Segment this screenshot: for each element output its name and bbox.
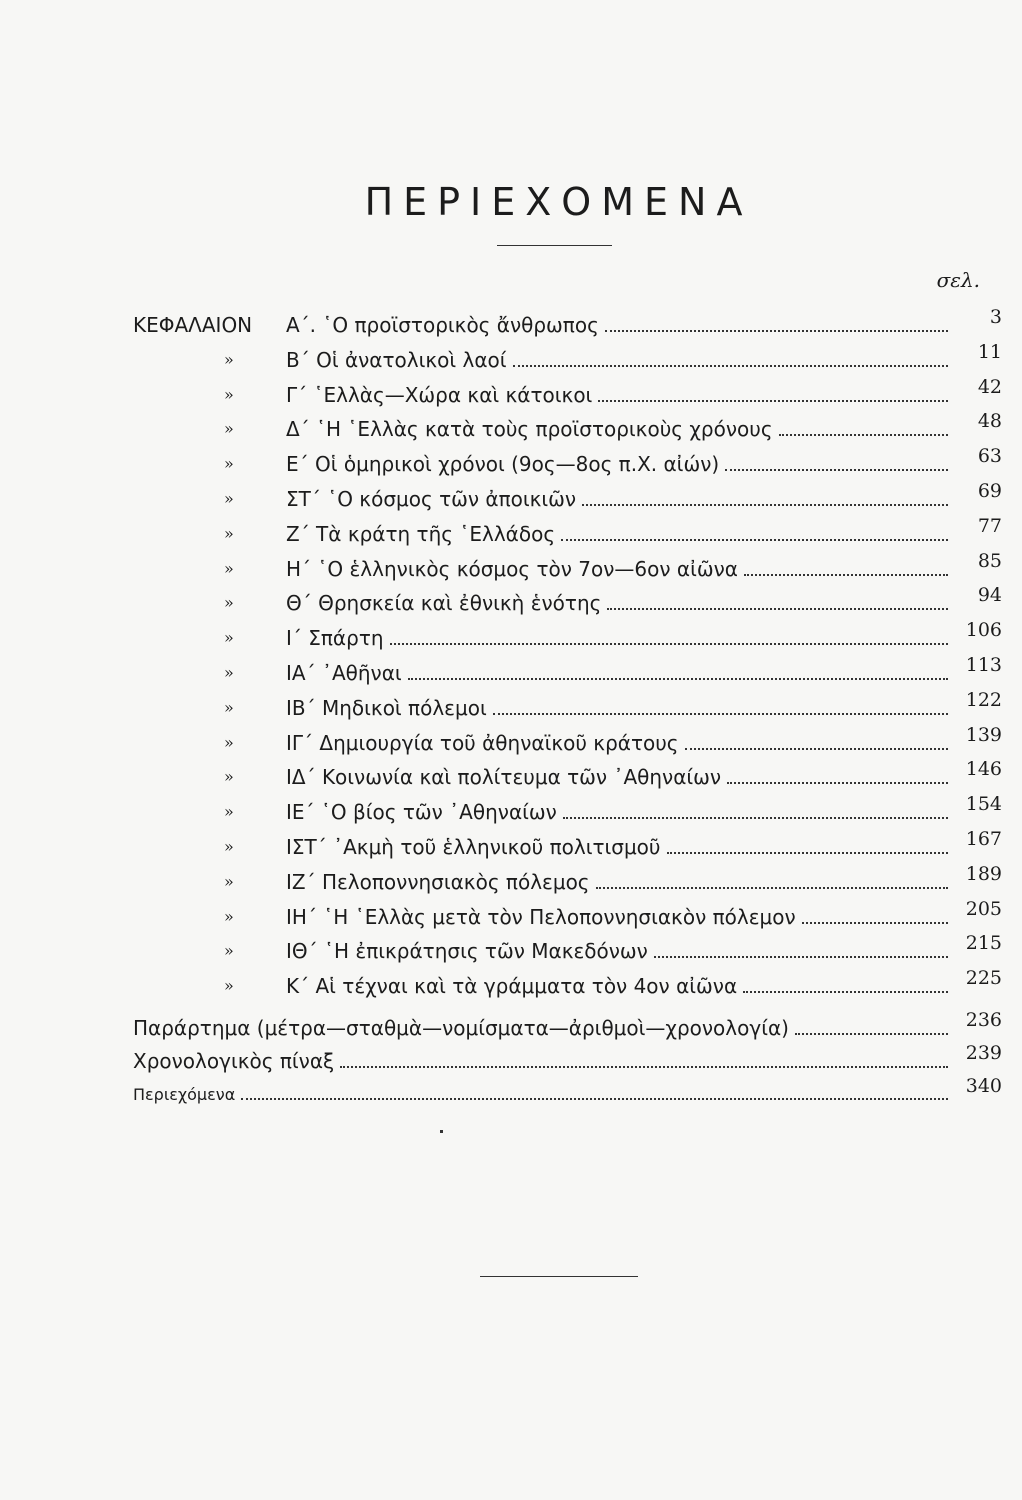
dot-leader bbox=[241, 1098, 948, 1100]
toc-entry bbox=[0, 549, 1022, 587]
toc-entry bbox=[0, 375, 1022, 413]
entry-title: Ε΄ Οἱ ὁμηρικοὶ χρόνοι (9ος—8ος π.Χ. αἰών) bbox=[286, 452, 720, 477]
ditto-mark: » bbox=[224, 732, 234, 752]
entry-page-number: 340 bbox=[965, 1075, 1002, 1097]
entry-title: Περιεχόμενα bbox=[133, 1085, 236, 1104]
toc-entry bbox=[0, 795, 1022, 830]
toc-entry bbox=[0, 760, 1022, 795]
ditto-mark: » bbox=[224, 941, 234, 961]
entry-title: Γ΄ ῾Ελλὰς—Χώρα καὶ κάτοικοι bbox=[286, 382, 593, 407]
entry-title: ΙΒ΄ Μηδικοὶ πόλεμοι bbox=[286, 695, 487, 720]
dot-leader bbox=[408, 678, 948, 680]
entry-title: ΣΤ΄ ῾Ο κόσμος τῶν ἀποικιῶν bbox=[286, 486, 577, 511]
ditto-mark: » bbox=[224, 836, 234, 856]
entry-page-number: 11 bbox=[977, 340, 1002, 363]
ditto-mark: » bbox=[224, 454, 234, 474]
dot-leader bbox=[685, 748, 948, 750]
entry-page-number: 69 bbox=[977, 479, 1002, 502]
ditto-mark: » bbox=[224, 523, 234, 543]
entry-title: ΙΘ΄ ῾Η ἐπικράτησις τῶν Μακεδόνων bbox=[286, 939, 648, 964]
toc-entry bbox=[0, 479, 1022, 517]
entry-title: Η΄ ῾Ο ἑλληνικὸς κόσμος τὸν 7ον—6ον αἰῶνα bbox=[286, 556, 738, 581]
entry-title: Ζ΄ Τὰ κράτη τῆς ῾Ελλάδος bbox=[286, 521, 556, 546]
entry-title: Κ΄ Αἱ τέχναι καὶ τὰ γράμματα τὸν 4ον αἰῶνα bbox=[286, 974, 738, 999]
chapter-list bbox=[0, 308, 1022, 1004]
entry-title: ΙΓ΄ Δημιουργία τοῦ ἀθηναϊκοῦ κράτους bbox=[286, 730, 679, 755]
dot-leader bbox=[390, 643, 948, 645]
entry-title: Δ΄ ῾Η ῾Ελλὰς κατὰ τοὺς προϊστορικοὺς χρόνους bbox=[286, 417, 773, 442]
dot-leader bbox=[493, 713, 948, 715]
toc-entry bbox=[0, 308, 1022, 343]
entry-page-number: 189 bbox=[965, 862, 1002, 885]
toc-entry bbox=[0, 723, 1022, 761]
entry-title: Παράρτημα (μέτρα—σταθμὰ—νομίσματα—ἀριθμοὶ—χρονολογία) bbox=[133, 1016, 789, 1040]
toc-entry bbox=[0, 934, 1022, 969]
entry-title: ΙΑ΄ ᾿Αθῆναι bbox=[286, 660, 402, 685]
ditto-mark: » bbox=[224, 558, 234, 578]
print-speck bbox=[440, 1130, 443, 1133]
entry-title: Β΄ Οἱ ἀνατολικοὶ λαοί bbox=[286, 347, 507, 372]
entry-title: ΙΔ΄ Κοινωνία καὶ πολίτευμα τῶν ᾿Αθηναίων bbox=[286, 765, 722, 790]
entry-page-number: 106 bbox=[965, 619, 1002, 642]
page-title: ΠΕΡΙΕΧΟΜΕΝΑ bbox=[364, 180, 753, 224]
entry-page-number: 42 bbox=[977, 375, 1002, 398]
toc-entry bbox=[0, 412, 1022, 447]
entry-page-number: 3 bbox=[989, 306, 1002, 328]
entry-title: Ι΄ Σπάρτη bbox=[286, 626, 384, 651]
toc-entry bbox=[0, 447, 1022, 482]
toc-entry bbox=[0, 586, 1022, 621]
entry-page-number: 63 bbox=[977, 445, 1002, 468]
toc-entry bbox=[0, 340, 1022, 378]
dot-leader bbox=[561, 539, 948, 541]
entry-page-number: 205 bbox=[965, 897, 1002, 920]
ditto-mark: » bbox=[224, 906, 234, 926]
dot-leader bbox=[795, 1033, 948, 1035]
appendix-entry bbox=[0, 1075, 1022, 1111]
appendix-entry bbox=[0, 1009, 1022, 1045]
entry-page-number: 94 bbox=[977, 584, 1002, 607]
dot-leader bbox=[654, 956, 948, 958]
entry-page-number: 236 bbox=[965, 1009, 1002, 1031]
dot-leader bbox=[596, 887, 948, 889]
entry-page-number: 215 bbox=[965, 932, 1002, 955]
entry-title: Χρονολογικὸς πίναξ bbox=[133, 1049, 335, 1073]
ditto-mark: » bbox=[224, 488, 234, 508]
ditto-mark: » bbox=[224, 419, 234, 439]
entry-page-number: 85 bbox=[977, 549, 1002, 572]
ditto-mark: » bbox=[224, 767, 234, 787]
dot-leader bbox=[802, 922, 948, 924]
toc-entry bbox=[0, 862, 1022, 900]
ditto-mark: » bbox=[224, 976, 234, 996]
ditto-mark: » bbox=[224, 628, 234, 648]
entry-page-number: 77 bbox=[977, 514, 1002, 537]
dot-leader bbox=[563, 817, 948, 819]
toc-entry bbox=[0, 621, 1022, 656]
ditto-mark: » bbox=[224, 871, 234, 891]
closing-rule bbox=[480, 1276, 638, 1277]
entry-title: ΙΕ΄ ῾Ο βίος τῶν ᾿Αθηναίων bbox=[286, 800, 557, 825]
entry-title: ΙΖ΄ Πελοποννησιακὸς πόλεμος bbox=[286, 869, 590, 894]
dot-leader bbox=[513, 365, 948, 367]
ditto-mark: » bbox=[224, 802, 234, 822]
entry-page-number: 225 bbox=[965, 967, 1002, 990]
dot-leader bbox=[779, 434, 948, 436]
entry-page-number: 122 bbox=[965, 688, 1002, 711]
appendix-entry bbox=[0, 1042, 1022, 1078]
appendix-list bbox=[0, 1009, 1022, 1111]
toc-entry bbox=[0, 688, 1022, 726]
entry-title: ΙΣΤ΄ ᾿Ακμὴ τοῦ ἑλληνικοῦ πολιτισμοῦ bbox=[286, 834, 661, 859]
entry-page-number: 239 bbox=[965, 1042, 1002, 1064]
entry-page-number: 167 bbox=[965, 827, 1002, 850]
dot-leader bbox=[607, 608, 948, 610]
page-column-label: σελ. bbox=[936, 268, 980, 292]
entry-page-number: 154 bbox=[965, 793, 1002, 816]
ditto-mark: » bbox=[224, 384, 234, 404]
toc-entry bbox=[0, 897, 1022, 935]
dot-leader bbox=[725, 469, 948, 471]
entry-page-number: 139 bbox=[965, 723, 1002, 746]
dot-leader bbox=[743, 991, 948, 993]
dot-leader bbox=[582, 504, 948, 506]
entry-title: Α΄. ῾Ο προϊστορικὸς ἄνθρωπος bbox=[286, 313, 599, 337]
entry-title: ΙΗ΄ ῾Η ῾Ελλὰς μετὰ τὸν Πελοποννησιακὸν πόλεμον bbox=[286, 904, 796, 929]
dot-leader bbox=[667, 852, 949, 854]
ditto-mark: » bbox=[224, 662, 234, 682]
toc-entry bbox=[0, 969, 1022, 1004]
ditto-mark: » bbox=[224, 593, 234, 613]
entry-title: Θ΄ Θρησκεία καὶ ἐθνικὴ ἑνότης bbox=[286, 591, 602, 616]
toc-entry bbox=[0, 827, 1022, 865]
toc-entry bbox=[0, 653, 1022, 691]
entry-page-number: 146 bbox=[965, 758, 1002, 781]
ditto-mark: » bbox=[224, 697, 234, 717]
chapter-label: ΚΕΦΑΛΑΙΟΝ bbox=[133, 313, 253, 337]
entry-page-number: 48 bbox=[977, 410, 1002, 433]
dot-leader bbox=[598, 400, 948, 402]
toc-entry bbox=[0, 514, 1022, 552]
entry-page-number: 113 bbox=[965, 653, 1002, 676]
dot-leader bbox=[340, 1066, 948, 1068]
dot-leader bbox=[744, 574, 948, 576]
dot-leader bbox=[727, 782, 948, 784]
title-underline bbox=[497, 245, 612, 246]
ditto-mark: » bbox=[224, 349, 234, 369]
dot-leader bbox=[605, 330, 948, 332]
